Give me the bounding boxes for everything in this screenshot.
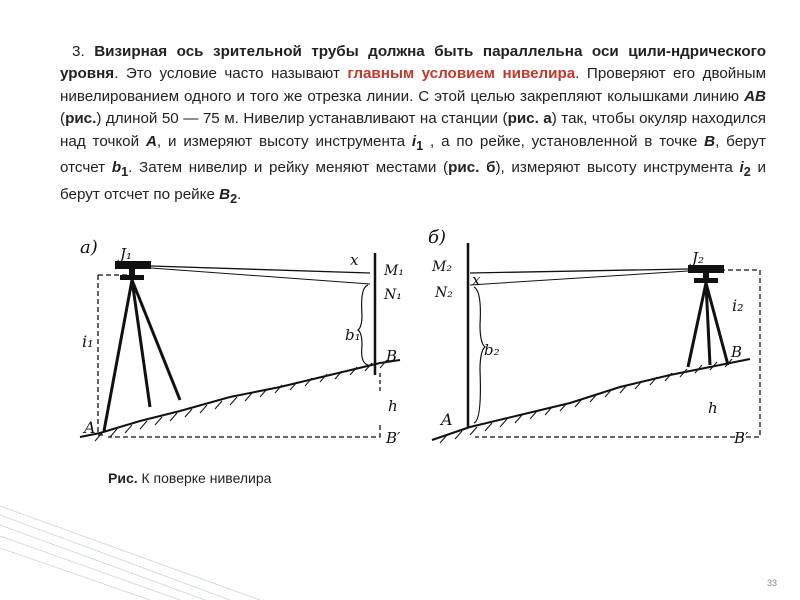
text-run: , и измеряют высоту инструмента (156, 132, 412, 150)
text-run: ) длиной 50 — 75 м. Нивелир устанавливают на станции ( (96, 110, 508, 128)
label-j1: J₁ (120, 245, 133, 263)
label-m2: M₂ (432, 259, 452, 275)
label-x-a: x (350, 251, 359, 269)
ground-line (80, 360, 400, 437)
label-b2: b₂ (484, 341, 500, 359)
tripod-b (688, 283, 728, 367)
main-condition-highlight: главным условием нивелира (347, 65, 576, 83)
sight-line-a (151, 266, 370, 273)
dashed-frame-bottom (108, 425, 380, 437)
label-b1: b₁ (345, 326, 361, 344)
subscript: 2 (743, 165, 751, 180)
label-n2: N₂ (435, 285, 453, 301)
dashed-frame-left (98, 275, 128, 435)
label-n1: N₁ (384, 287, 402, 303)
label-b-a: B (386, 347, 398, 365)
text-run: . (237, 185, 242, 203)
panel-b (428, 227, 760, 447)
label-bprime-a: B′ (386, 429, 401, 447)
instrument-stem-b (703, 272, 709, 279)
main-paragraph (60, 41, 766, 210)
caption-text: К поверке нивелира (137, 470, 272, 486)
label-i2: i₂ (732, 296, 744, 315)
symbol-i: i (411, 132, 417, 150)
subscript: 2 (230, 191, 238, 206)
figure-caption (108, 470, 271, 486)
label-bprime-b: B′ (734, 429, 749, 447)
brace-b1 (358, 285, 368, 365)
horizontal-line-b (470, 269, 688, 273)
text-run: , берут отсчет (60, 132, 766, 177)
text-run: ) так, чтобы окуляр находился над точкой (60, 110, 766, 150)
text-run: ), измеряют высоту инструмента (495, 159, 740, 177)
label-j2: J₂ (692, 249, 705, 267)
text-run: . Затем нивелир и рейку меняют местами ( (128, 159, 449, 177)
point-b: В (704, 132, 716, 150)
label-h-a: h (388, 397, 398, 415)
text-run: . Проверяют его двойным нивелированием одного и того же отрезка линии. С этой целью закрепляют колышками линию (60, 65, 767, 105)
line-ab: АВ (744, 87, 766, 105)
text-run: . Это условие часто называют (114, 65, 348, 83)
label-m1: M₁ (384, 263, 404, 279)
subscript: 1 (416, 138, 424, 153)
label-b-b: B (731, 343, 743, 361)
text-run: , а по рейке, установленной в точке (423, 132, 705, 150)
panel-a-title: a) (80, 237, 98, 258)
label-a-b: A (441, 410, 453, 429)
figure-ref: рис. (65, 110, 97, 128)
label-h-b: h (708, 399, 718, 417)
text-run: и берут отсчет по рейке (60, 159, 766, 203)
page-number: 33 (767, 578, 778, 588)
label-a-a: A (84, 418, 96, 437)
text-run: ( (60, 110, 66, 128)
label-x-b: x (472, 271, 481, 289)
leveling-diagram (0, 215, 800, 465)
item-number: 3. (72, 43, 95, 60)
sight-line-b (470, 271, 688, 285)
label-i1: i₁ (82, 332, 94, 351)
figure-ref-a: рис. а (507, 110, 552, 128)
symbol-b-upper: В (219, 185, 231, 203)
caption-label: Рис. (108, 470, 138, 486)
instrument-stem-a (129, 269, 135, 276)
tripod-a (104, 280, 180, 431)
panel-a (80, 237, 404, 447)
symbol-i: i (739, 159, 744, 177)
point-a: А (145, 132, 157, 150)
symbol-b: b (111, 159, 122, 177)
panel-b-title: б) (428, 227, 447, 248)
figure-ref-b: рис. б (448, 159, 496, 177)
subscript: 1 (121, 165, 129, 180)
condition-statement: Визирная ось зрительной трубы должна быть параллельна оси цили-ндрического уровня (60, 43, 766, 83)
horizontal-line-a (151, 268, 370, 284)
